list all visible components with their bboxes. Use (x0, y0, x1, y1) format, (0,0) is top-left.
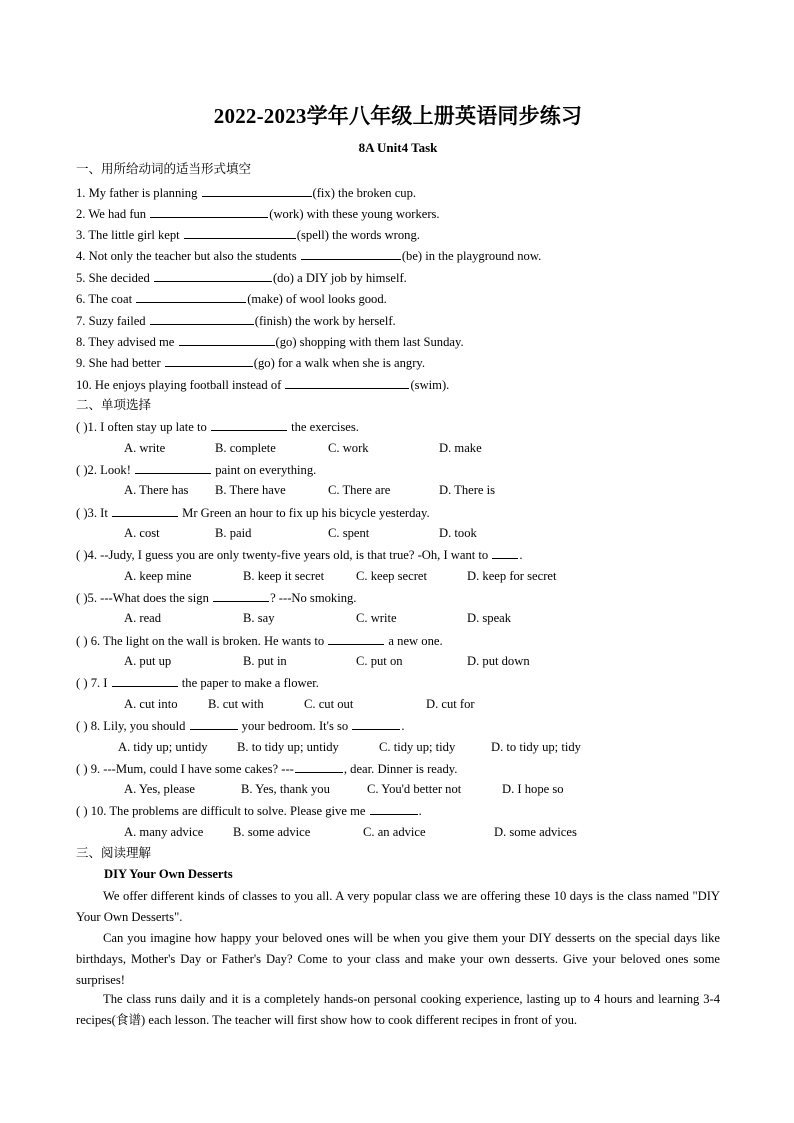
question-text: 8. Lily, you should (87, 719, 189, 733)
option-d: D. I hope so (502, 782, 564, 796)
option-a: A. read (124, 611, 162, 625)
option-d: D. took (439, 526, 477, 540)
question-text: . (401, 719, 405, 733)
answer-paren[interactable]: ( ) (76, 463, 88, 477)
answer-paren[interactable]: ( ) (76, 591, 88, 605)
option-a: A. keep mine (124, 569, 192, 583)
answer-blank[interactable] (184, 225, 296, 239)
fill-item-2 (76, 204, 440, 223)
option-d: D. some advices (494, 825, 577, 839)
question-text: 3. It (87, 506, 111, 520)
item-text: 3. The little girl kept (76, 228, 183, 242)
mc-question-6 (76, 631, 443, 650)
page-title: 2022-2023学年八年级上册英语同步练习 (213, 104, 583, 128)
item-text: 6. The coat (76, 292, 136, 306)
item-text: 1. My father is planning (76, 186, 201, 200)
answer-blank[interactable] (202, 183, 312, 197)
answer-blank (295, 759, 343, 773)
fill-item-7 (76, 311, 396, 330)
section2-heading: 二、单项选择 (76, 397, 152, 412)
mc-question-10 (76, 801, 422, 820)
option-c: C. You'd better not (367, 782, 462, 796)
option-a: A. cut into (124, 697, 178, 711)
answer-paren[interactable]: ( ) (76, 719, 88, 733)
answer-paren[interactable]: ( ) (76, 506, 88, 520)
mc-question-4 (76, 545, 523, 564)
answer-paren[interactable]: ( ) (76, 762, 88, 776)
answer-blank[interactable] (301, 246, 401, 260)
fill-item-5 (76, 268, 407, 287)
question-text: 5. ---What does the sign (87, 591, 213, 605)
fill-item-8 (76, 332, 464, 351)
option-c: C. an advice (363, 825, 426, 839)
item-text: 5. She decided (76, 271, 153, 285)
question-text: 4. --Judy, I guess you are only twenty-five years old, is that true? -Oh, I want to (87, 548, 492, 562)
answer-blank (492, 545, 518, 559)
passage-paragraph-1: We offer different kinds of classes to you all. A very popular class we are offering these 10 days is the class named "DIY Your Own Desserts". (76, 889, 720, 924)
option-c: C. work (328, 441, 369, 455)
passage-paragraph-3: The class runs daily and it is a completely hands-on personal cooking experience, lasting up to 4 hours and learning 3-4 recipes(食谱) each lesson. The teacher will first show how to cook different recipes in front of you. (76, 992, 720, 1027)
option-d: D. keep for secret (467, 569, 557, 583)
question-text: paint on everything. (212, 463, 317, 477)
question-text: . (418, 804, 422, 818)
item-text: 8. They advised me (76, 335, 178, 349)
answer-paren[interactable]: ( ) (76, 804, 88, 818)
fill-item-10 (76, 375, 449, 394)
option-a: A. cost (124, 526, 160, 540)
item-text: (fix) the broken cup. (312, 186, 417, 200)
answer-blank (370, 801, 418, 815)
question-text: your bedroom. It's so (238, 719, 352, 733)
option-d: D. make (439, 441, 482, 455)
answer-paren[interactable]: ( ) (76, 634, 88, 648)
option-d: D. speak (467, 611, 512, 625)
option-d: D. to tidy up; tidy (491, 740, 581, 754)
mc-question-9 (76, 759, 457, 778)
question-text: ? ---No smoking. (270, 591, 357, 605)
item-text: (make) of wool looks good. (247, 292, 387, 306)
fill-item-9 (76, 353, 425, 372)
option-d: D. There is (439, 483, 496, 497)
option-b: B. There have (215, 483, 286, 497)
answer-blank (328, 631, 384, 645)
question-text: 1. I often stay up late to (87, 420, 210, 434)
question-text: . (519, 548, 523, 562)
question-text: 9. ---Mum, could I have some cakes? --- (87, 762, 294, 776)
option-b: B. keep it secret (243, 569, 325, 583)
item-text: 2. We had fun (76, 207, 150, 221)
fill-item-1 (76, 183, 416, 202)
item-text: 9. She had better (76, 356, 164, 370)
question-text: the paper to make a flower. (178, 676, 319, 690)
option-c: C. spent (328, 526, 370, 540)
item-text: (work) with these young workers. (269, 207, 440, 221)
answer-paren[interactable]: ( ) (76, 548, 88, 562)
option-c: C. put on (356, 654, 403, 668)
mc-question-7 (76, 673, 319, 692)
item-text: 7. Suzy failed (76, 314, 149, 328)
item-text: (finish) the work by herself. (254, 314, 396, 328)
question-text: the exercises. (287, 420, 359, 434)
option-d: D. put down (467, 654, 530, 668)
option-a: A. There has (124, 483, 189, 497)
question-text: 6. The light on the wall is broken. He wants to (87, 634, 328, 648)
answer-blank[interactable] (285, 375, 409, 389)
question-text: Mr Green an hour to fix up his bicycle yesterday. (178, 506, 430, 520)
item-text: (go) for a walk when she is angry. (253, 356, 426, 370)
item-text: (be) in the playground now. (401, 249, 542, 263)
option-b: B. cut with (208, 697, 264, 711)
answer-blank (112, 503, 178, 517)
answer-blank (211, 417, 287, 431)
answer-blank[interactable] (154, 268, 272, 282)
option-a: A. put up (124, 654, 172, 668)
question-text: , dear. Dinner is ready. (343, 762, 458, 776)
option-b: B. say (243, 611, 275, 625)
option-c: C. cut out (304, 697, 354, 711)
answer-blank (190, 716, 238, 730)
answer-paren[interactable]: ( ) (76, 420, 88, 434)
option-c: C. keep secret (356, 569, 427, 583)
option-c: C. There are (328, 483, 391, 497)
mc-question-2 (76, 460, 316, 479)
option-a: A. write (124, 441, 166, 455)
option-b: B. to tidy up; untidy (237, 740, 339, 754)
answer-blank[interactable] (136, 289, 246, 303)
option-a: A. tidy up; untidy (118, 740, 208, 754)
answer-blank (135, 460, 211, 474)
option-b: B. complete (215, 441, 276, 455)
answer-blank[interactable] (150, 311, 254, 325)
answer-paren[interactable]: ( ) (76, 676, 88, 690)
option-b: B. put in (243, 654, 287, 668)
mc-question-8 (76, 716, 405, 735)
option-c: C. tidy up; tidy (379, 740, 456, 754)
fill-item-4 (76, 246, 541, 265)
question-text: 10. The problems are difficult to solve. Please give me (87, 804, 369, 818)
option-b: B. Yes, thank you (241, 782, 330, 796)
item-text: 4. Not only the teacher but also the students (76, 249, 300, 263)
question-text: 2. Look! (87, 463, 135, 477)
option-d: D. cut for (426, 697, 475, 711)
item-text: (spell) the words wrong. (296, 228, 420, 242)
option-a: A. many advice (124, 825, 204, 839)
question-text: a new one. (385, 634, 443, 648)
fill-item-3 (76, 225, 420, 244)
answer-blank[interactable] (150, 204, 268, 218)
option-b: B. some advice (233, 825, 311, 839)
item-text: 10. He enjoys playing football instead of (76, 378, 285, 392)
mc-question-1 (76, 417, 359, 436)
option-b: B. paid (215, 526, 252, 540)
answer-blank (213, 588, 269, 602)
option-c: C. write (356, 611, 397, 625)
answer-blank (352, 716, 400, 730)
section1-heading: 一、用所给动词的适当形式填空 (76, 161, 252, 176)
question-text: 7. I (87, 676, 111, 690)
item-text: (go) shopping with them last Sunday. (275, 335, 464, 349)
passage-title: DIY Your Own Desserts (104, 867, 233, 881)
mc-question-5 (76, 588, 356, 607)
passage-paragraph-2: Can you imagine how happy your beloved ones will be when you give them your DIY desserts on the special days like birthdays, Mother's Day or Father's Day? Come to your class and make your own desserts. Give your beloved ones some surprises! (76, 931, 720, 987)
section3-heading: 三、阅读理解 (76, 845, 152, 860)
item-text: (swim). (410, 378, 450, 392)
answer-blank[interactable] (179, 332, 275, 346)
answer-blank[interactable] (165, 353, 253, 367)
answer-blank (112, 673, 178, 687)
fill-item-6 (76, 289, 387, 308)
option-a: A. Yes, please (124, 782, 196, 796)
page-subtitle: 8A Unit4 Task (358, 140, 438, 155)
mc-question-3 (76, 503, 430, 522)
item-text: (do) a DIY job by himself. (272, 271, 407, 285)
